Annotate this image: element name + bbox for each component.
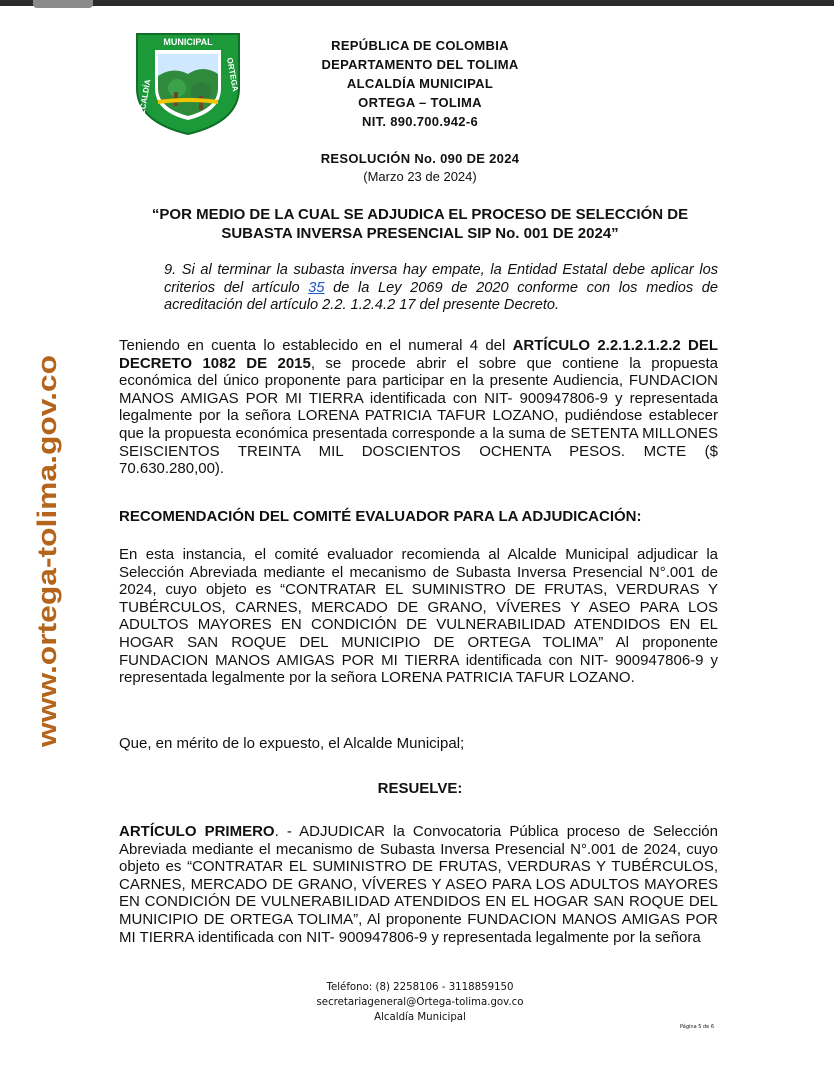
resolution-block [250, 150, 590, 186]
subject-line-2: SUBASTA INVERSA PRESENCIAL SIP No. 001 DE 2024” [221, 225, 619, 242]
resuelve-heading: RESUELVE: [377, 780, 463, 797]
logo-left-text: ALCALDÍA [136, 78, 153, 121]
paragraph-proposal-opening [119, 337, 718, 478]
paragraph-merit: Que, en mérito de lo expuesto, el Alcalde Municipal; [119, 735, 465, 752]
document-header [290, 36, 550, 131]
item-9-text-before: 9. Si al terminar la subasta inversa hay empate, la Entidad Estatal debe aplicar los criterios del artículo [164, 262, 718, 296]
header-line-office: ALCALDÍA MUNICIPAL [346, 76, 494, 91]
item-9-text-after: de la Ley 2069 de 2020 conforme con los medios de acreditación del artículo 2.2. 1.2.4.2 17 del presente Decreto. [164, 279, 718, 314]
resolution-subject [110, 205, 730, 243]
header-line-nit: NIT. 890.700.942-6 [362, 114, 478, 129]
footer-office: Alcaldía Municipal [374, 1012, 466, 1023]
window-top-strip [0, 0, 834, 6]
logo-right-text: ORTEGA [225, 56, 240, 93]
article-first [119, 823, 718, 946]
item-9-criteria [164, 262, 718, 315]
article-first-label: ARTÍCULO PRIMERO [119, 823, 275, 840]
header-line-country: REPÚBLICA DE COLOMBIA [331, 38, 509, 53]
article-first-body: . - ADJUDICAR la Convocatoria Pública proceso de Selección Abreviada mediante el mecanismo de Subasta Inversa Presencial N°.001 de 2024, cuyo objeto es “CONTRATAR EL SUMINISTRO DE FRUTAS, VERDURAS Y TUBÉRCULOS, CARNES, MERCADO DE GRANO, VÍVERES Y ASEO PARA LOS ADULTOS MAYORES EN CONDICIÓN DE VULNERABILIDAD ATENDIDOS EN EL HOGAR SAN ROQUE DEL MUNICIPIO DE ORTEGA TOLIMA”, Al proponente FUNDACION MANOS AMIGAS POR MI TIERRA identificada con NIT- 900947806-9 y representada legalmente por la señora [119, 823, 718, 946]
article-35-link[interactable]: 35 [308, 279, 325, 296]
resolution-date: (Marzo 23 de 2024) [363, 169, 477, 184]
para1-body: , se procede abrir el sobre que contiene la propuesta económica del único proponente para participar en la presente Audiencia, FUNDACION MANOS AMIGAS POR MI TIERRA identificada con NIT- 900947806-9 y representada legalmente por la señora LORENA PATRICIA TAFUR LOZANO, pudiéndose establecer que la propuesta económica presentada corresponde a la suma de SETENTA MILLONES SEISCIENTOS TREINTA MIL DOSCIENTOS OCHENTA PESOS. MCTE ($ 70.630.280,00). [119, 354, 718, 478]
paragraph-committee-recommendation: En esta instancia, el comité evaluador recomienda al Alcalde Municipal adjudicar la Selección Abreviada mediante el mecanismo de Subasta Inversa Presencial N°.001 de 2024, cuyo objeto es “CONTRATAR EL SUMINISTRO DE FRUTAS, VERDURAS Y TUBÉRCULOS, CARNES, MERCADO DE GRANO, VÍVERES Y ASEO PARA LOS ADULTOS MAYORES EN CONDICIÓN DE VULNERABILIDAD ATENDIDOS EN EL HOGAR SAN ROQUE DEL MUNICIPIO DE ORTEGA TOLIMA” Al proponente FUNDACION MANOS AMIGAS POR MI TIERRA identificada con NIT- 900947806-9 y representada legalmente por la señora LORENA PATRICIA TAFUR LOZANO. [119, 546, 718, 687]
page-number: Página 5 de 6 [680, 1024, 715, 1030]
footer-email: secretariageneral@Ortega-tolima.gov.co [316, 997, 524, 1008]
para1-lead: Teniendo en cuenta lo establecido en el numeral 4 del [119, 337, 513, 354]
header-line-municipality: ORTEGA – TOLIMA [358, 95, 482, 110]
subject-line-1: “POR MEDIO DE LA CUAL SE ADJUDICA EL PROCESO DE SELECCIÓN DE [151, 206, 689, 223]
header-line-department: DEPARTAMENTO DEL TOLIMA [321, 57, 519, 72]
footer-phone: Teléfono: (8) 2258106 - 3118859150 [326, 982, 514, 993]
page-footer [290, 980, 550, 1025]
watermark-text: www.ortega-tolima.gov.co [32, 413, 62, 747]
recommendation-heading: RECOMENDACIÓN DEL COMITÉ EVALUADOR PARA LA ADJUDICACIÓN: [119, 508, 642, 525]
logo-top-text: MUNICIPAL [163, 37, 213, 47]
municipal-shield-logo [133, 30, 243, 136]
resolution-title: RESOLUCIÓN No. 090 DE 2024 [320, 151, 520, 166]
para1-decree-reference: ARTÍCULO 2.2.1.2.1.2.2 DEL DECRETO 1082 DE 2015 [119, 337, 718, 372]
website-watermark [22, 352, 68, 747]
scroll-tab[interactable] [33, 0, 93, 8]
